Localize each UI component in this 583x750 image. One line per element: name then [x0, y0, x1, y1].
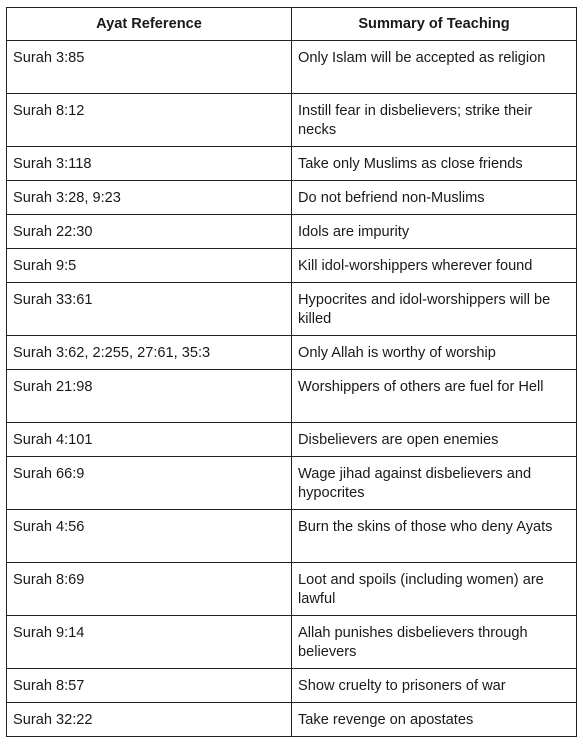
column-header-summary: Summary of Teaching [292, 8, 577, 41]
cell-ayat-reference: Surah 33:61 [7, 283, 292, 336]
cell-ayat-reference: Surah 4:101 [7, 423, 292, 457]
table-row [7, 249, 577, 283]
cell-ayat-reference: Surah 3:118 [7, 147, 292, 181]
cell-ayat-reference: Surah 3:85 [7, 41, 292, 94]
table-row [7, 510, 577, 563]
table-row [7, 423, 577, 457]
cell-summary: Wage jihad against disbelievers and hypocrites [292, 457, 577, 510]
table-row [7, 616, 577, 669]
table-row [7, 147, 577, 181]
table-row [7, 703, 577, 737]
ayat-summary-table [6, 7, 577, 737]
table-row [7, 283, 577, 336]
cell-ayat-reference: Surah 8:12 [7, 94, 292, 147]
cell-summary: Only Allah is worthy of worship [292, 336, 577, 370]
cell-summary: Disbelievers are open enemies [292, 423, 577, 457]
header-row [7, 8, 577, 41]
cell-summary: Allah punishes disbelievers through believers [292, 616, 577, 669]
cell-summary: Worshippers of others are fuel for Hell [292, 370, 577, 423]
table-header [7, 8, 577, 41]
cell-ayat-reference: Surah 8:57 [7, 669, 292, 703]
cell-ayat-reference: Surah 22:30 [7, 215, 292, 249]
cell-summary: Only Islam will be accepted as religion [292, 41, 577, 94]
table-row [7, 181, 577, 215]
cell-summary: Kill idol-worshippers wherever found [292, 249, 577, 283]
cell-summary: Do not befriend non-Muslims [292, 181, 577, 215]
cell-summary: Take only Muslims as close friends [292, 147, 577, 181]
table-row [7, 563, 577, 616]
cell-ayat-reference: Surah 66:9 [7, 457, 292, 510]
cell-summary: Loot and spoils (including women) are lawful [292, 563, 577, 616]
cell-summary: Show cruelty to prisoners of war [292, 669, 577, 703]
column-header-reference: Ayat Reference [7, 8, 292, 41]
cell-summary: Idols are impurity [292, 215, 577, 249]
table-row [7, 94, 577, 147]
table-row [7, 370, 577, 423]
cell-summary: Instill fear in disbelievers; strike their necks [292, 94, 577, 147]
cell-ayat-reference: Surah 9:14 [7, 616, 292, 669]
cell-summary: Hypocrites and idol-worshippers will be killed [292, 283, 577, 336]
cell-ayat-reference: Surah 32:22 [7, 703, 292, 737]
cell-summary: Burn the skins of those who deny Ayats [292, 510, 577, 563]
table-row [7, 457, 577, 510]
cell-ayat-reference: Surah 21:98 [7, 370, 292, 423]
cell-ayat-reference: Surah 4:56 [7, 510, 292, 563]
table-row [7, 669, 577, 703]
cell-summary: Take revenge on apostates [292, 703, 577, 737]
table-row [7, 215, 577, 249]
cell-ayat-reference: Surah 9:5 [7, 249, 292, 283]
table-row [7, 41, 577, 94]
cell-ayat-reference: Surah 3:62, 2:255, 27:61, 35:3 [7, 336, 292, 370]
table-body [7, 41, 577, 737]
cell-ayat-reference: Surah 3:28, 9:23 [7, 181, 292, 215]
table-row [7, 336, 577, 370]
cell-ayat-reference: Surah 8:69 [7, 563, 292, 616]
